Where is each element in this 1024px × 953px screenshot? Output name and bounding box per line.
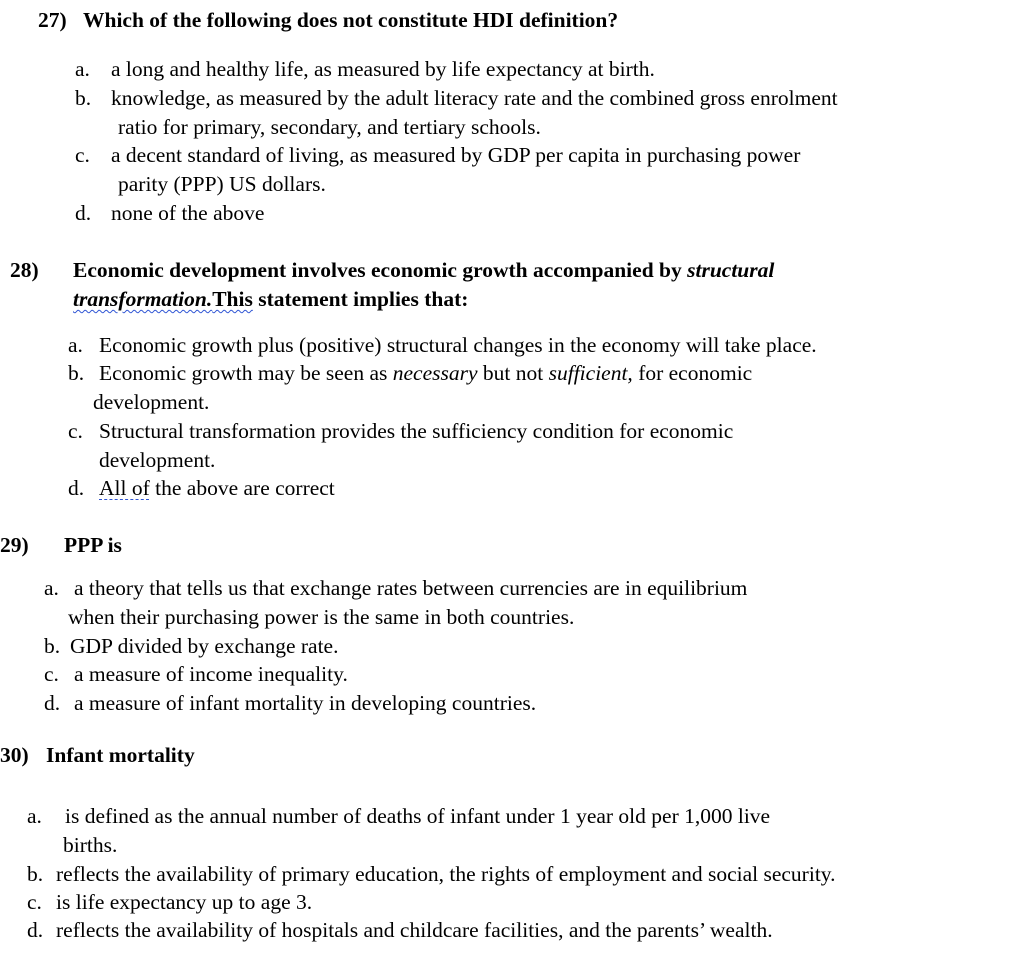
- option-text-part: the above are correct: [149, 476, 335, 500]
- option-letter: a.: [75, 57, 90, 81]
- option-text-italic: sufficient,: [548, 361, 633, 385]
- option-letter: b.: [75, 86, 92, 110]
- option-letter: b.: [68, 361, 85, 385]
- title-text: Economic development involves economic growth accompanied by: [73, 258, 688, 282]
- option-text: reflects the availability of hospitals and childcare facilities, and the parents’ wealth.: [56, 918, 773, 942]
- option-letter: d.: [68, 476, 85, 500]
- option-text: a measure of infant mortality in developing countries.: [74, 691, 537, 715]
- option-text-part: but not: [477, 361, 549, 385]
- option-text: a measure of income inequality.: [74, 662, 348, 686]
- title-italic-underlined: transformation.: [73, 287, 213, 311]
- option-text-continued: development.: [93, 390, 210, 414]
- option-letter: a.: [44, 576, 59, 600]
- option-text-italic: necessary: [392, 361, 478, 385]
- question-number: 28): [10, 258, 39, 282]
- title-text: statement implies that:: [252, 287, 469, 311]
- question-title: [73, 256, 774, 285]
- option-letter: a.: [68, 333, 83, 357]
- option-text: knowledge, as measured by the adult literacy rate and the combined gross enrolment: [111, 86, 838, 110]
- question-number: 29): [0, 533, 29, 557]
- option-text: reflects the availability of primary education, the rights of employment and social security.: [56, 862, 836, 886]
- question-title: Infant mortality: [46, 743, 195, 767]
- option-letter: d.: [27, 918, 44, 942]
- option-text: [99, 474, 335, 503]
- option-letter: a.: [27, 804, 42, 828]
- option-letter: c.: [68, 419, 83, 443]
- option-text: is defined as the annual number of deaths of infant under 1 year old per 1,000 live: [65, 804, 771, 828]
- title-word-underlined: This: [212, 287, 253, 311]
- option-text: a decent standard of living, as measured by GDP per capita in purchasing power: [111, 143, 801, 167]
- option-text-continued: ratio for primary, secondary, and tertiary schools.: [118, 115, 541, 139]
- option-text: a long and healthy life, as measured by life expectancy at birth.: [111, 57, 655, 81]
- option-text-continued: parity (PPP) US dollars.: [118, 172, 326, 196]
- question-title: PPP is: [64, 533, 122, 557]
- option-text-part: for economic: [632, 361, 753, 385]
- option-text: [99, 359, 752, 388]
- option-letter: d.: [44, 691, 61, 715]
- option-text-continued: births.: [63, 833, 118, 857]
- option-text-underlined: All of: [99, 476, 150, 500]
- option-text: a theory that tells us that exchange rates between currencies are in equilibrium: [74, 576, 748, 600]
- option-text: is life expectancy up to age 3.: [56, 890, 313, 914]
- option-letter: c.: [27, 890, 42, 914]
- question-number: 30): [0, 743, 29, 767]
- option-text-part: Economic growth may be seen as: [99, 361, 393, 385]
- option-letter: d.: [75, 201, 92, 225]
- option-letter: b.: [44, 634, 61, 658]
- option-text: GDP divided by exchange rate.: [70, 634, 339, 658]
- question-title: Which of the following does not constitute HDI definition?: [83, 8, 619, 32]
- question-title-continued: [73, 285, 468, 314]
- title-italic: structural: [687, 258, 775, 282]
- option-text: Structural transformation provides the sufficiency condition for economic: [99, 419, 734, 443]
- option-text-continued: when their purchasing power is the same in both countries.: [68, 605, 575, 629]
- option-letter: c.: [44, 662, 59, 686]
- option-letter: c.: [75, 143, 90, 167]
- option-text: none of the above: [111, 201, 265, 225]
- option-text: Economic growth plus (positive) structural changes in the economy will take place.: [99, 333, 817, 357]
- option-text-continued: development.: [99, 448, 216, 472]
- question-number: 27): [38, 8, 67, 32]
- option-letter: b.: [27, 862, 44, 886]
